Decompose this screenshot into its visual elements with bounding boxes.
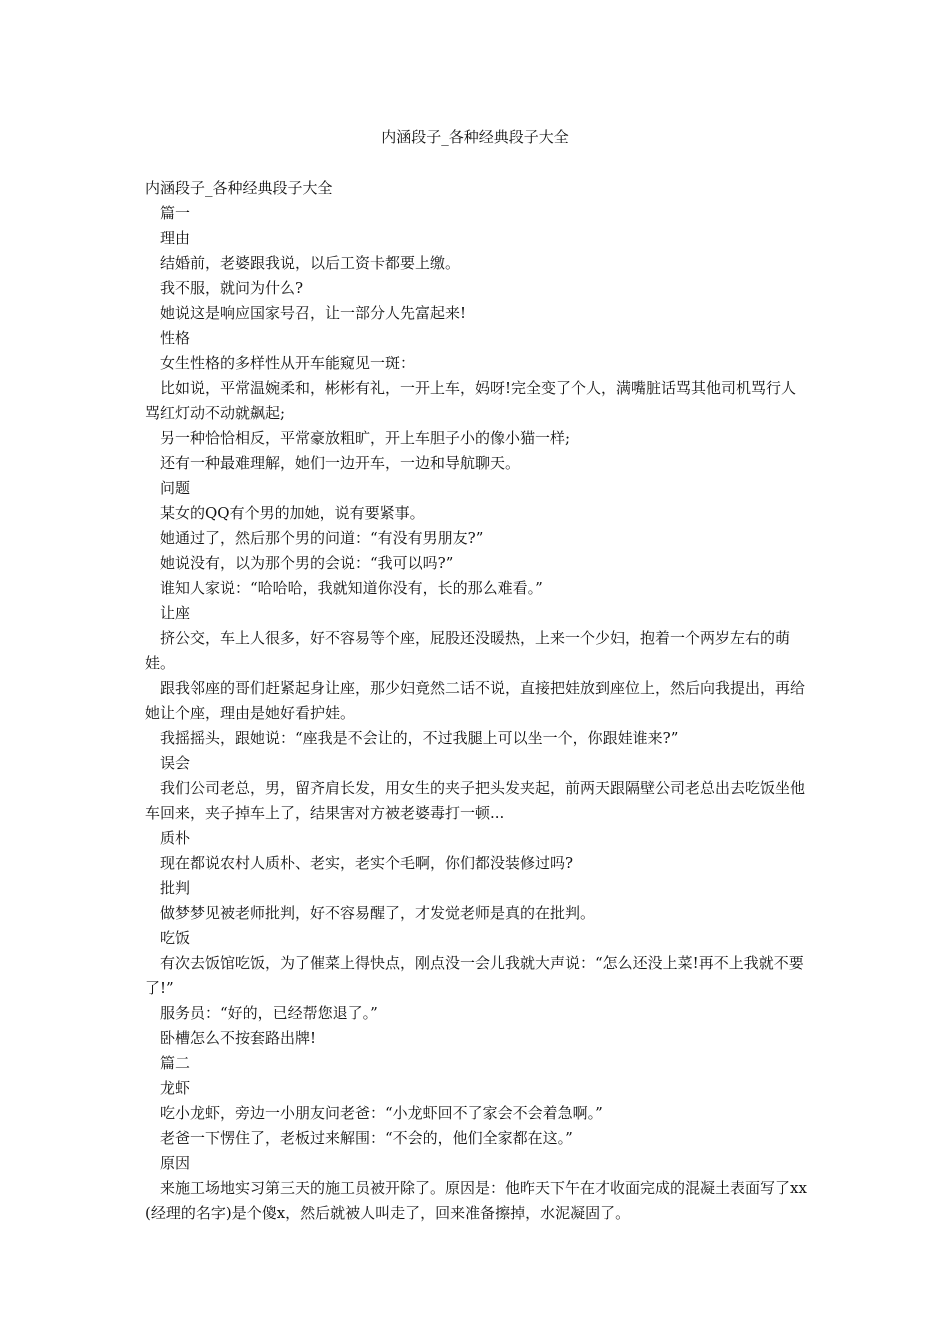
paragraph: 内涵段子_各种经典段子大全 [145,179,333,197]
paragraph: 挤公交，车上人很多，好不容易等个座，屁股还没暖热，上来一个少妇，抱着一个两岁左右的萌娃。 [145,629,791,672]
paragraph: 性格 [160,329,191,347]
paragraph: 我不服，就问为什么? [160,279,304,297]
paragraph: 老爸一下愣住了，老板过来解围：“不会的，他们全家都在这。” [160,1129,573,1147]
paragraph: 现在都说农村人质朴、老实，老实个毛啊，你们都没装修过吗? [160,854,574,872]
paragraph: 让座 [160,604,191,622]
document-body [145,176,810,1226]
paragraph: 某女的QQ有个男的加她，说有要紧事。 [160,504,425,522]
paragraph: 还有一种最难理解，她们一边开车，一边和导航聊天。 [160,454,521,472]
paragraph: 我摇摇头，跟她说：“座我是不会让的，不过我腿上可以坐一个，你跟娃谁来?” [160,729,679,747]
paragraph: 篇一 [160,204,191,222]
paragraph: 结婚前，老婆跟我说，以后工资卡都要上缴。 [160,254,461,272]
paragraph: 吃饭 [160,929,191,947]
paragraph: 吃小龙虾，旁边一小朋友问老爸：“小龙虾回不了家会不会着急啊。” [160,1104,603,1122]
paragraph: 女生性格的多样性从开车能窥见一斑： [160,354,416,372]
paragraph: 原因 [160,1154,191,1172]
paragraph: 有次去饭馆吃饭，为了催菜上得快点，刚点没一会儿我就大声说：“怎么还没上菜!再不上我就不要了!” [145,954,804,997]
document-title: 内涵段子_各种经典段子大全 [381,128,569,146]
paragraph: 谁知人家说：“哈哈哈，我就知道你没有，长的那么难看。” [160,579,543,597]
paragraph: 她说这是响应国家号召，让一部分人先富起来! [160,304,467,322]
paragraph: 理由 [160,229,191,247]
paragraph: 质朴 [160,829,191,847]
paragraph: 比如说，平常温婉柔和，彬彬有礼，一开上车，妈呀!完全变了个人，满嘴脏话骂其他司机骂行人骂红灯动不动就飙起; [145,379,797,422]
paragraph: 误会 [160,754,191,772]
paragraph: 另一种恰恰相反，平常豪放粗旷，开上车胆子小的像小猫一样; [160,429,571,447]
paragraph: 来施工场地实习第三天的施工员被开除了。原因是：他昨天下午在才收面完成的混凝土表面写了xx(经理的名字)是个傻x，然后就被人叫走了，回来准备擦掉，水泥凝固了。 [145,1179,807,1222]
paragraph: 龙虾 [160,1079,191,1097]
paragraph: 问题 [160,479,191,497]
paragraph: 她说没有，以为那个男的会说：“我可以吗?” [160,554,454,572]
paragraph: 跟我邻座的哥们赶紧起身让座，那少妇竟然二话不说，直接把娃放到座位上，然后向我提出，再给她让个座，理由是她好看护娃。 [145,679,806,722]
paragraph: 服务员：“好的，已经帮您退了。” [160,1004,378,1022]
paragraph: 她通过了，然后那个男的问道：“有没有男朋友?” [160,529,484,547]
paragraph: 我们公司老总，男，留齐肩长发，用女生的夹子把头发夹起，前两天跟隔壁公司老总出去吃饭坐他车回来，夹子掉车上了，结果害对方被老婆毒打一顿... [145,779,806,822]
paragraph: 篇二 [160,1054,191,1072]
paragraph: 卧槽怎么不按套路出牌! [160,1029,317,1047]
paragraph: 做梦梦见被老师批判，好不容易醒了，才发觉老师是真的在批判。 [160,904,596,922]
paragraph: 批判 [160,879,191,897]
